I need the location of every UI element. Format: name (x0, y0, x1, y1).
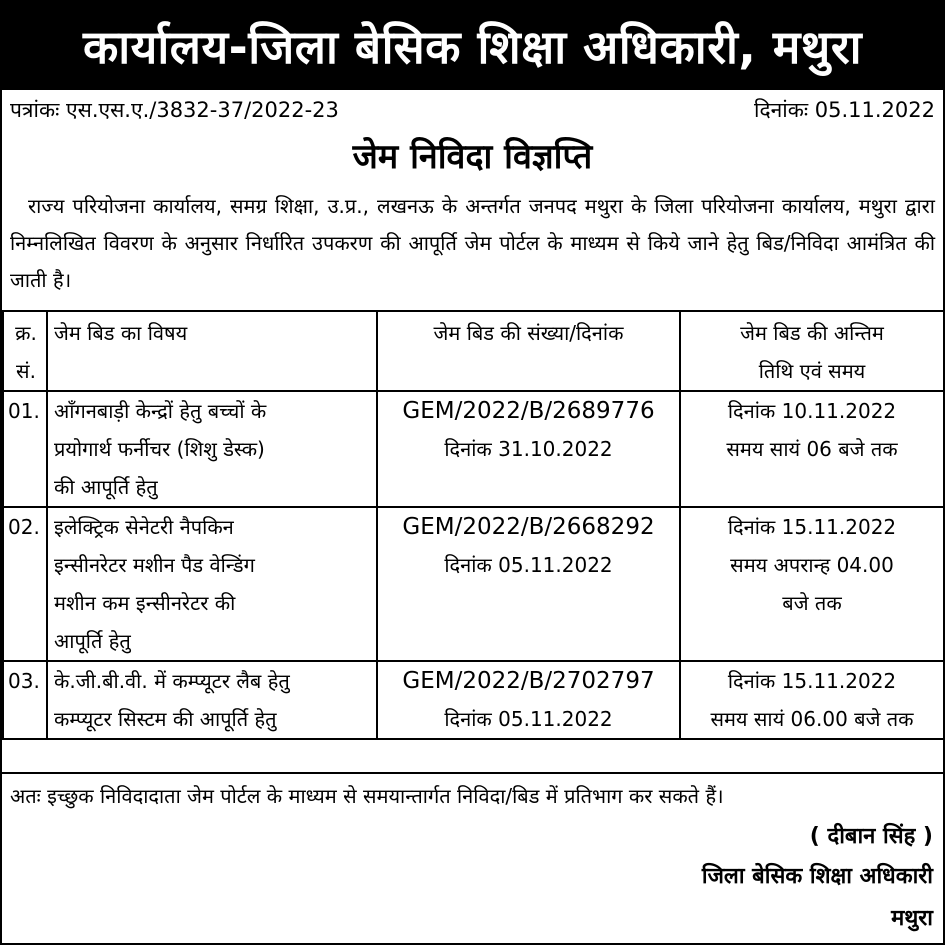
row-subject (47, 391, 377, 507)
subject-line: मशीन कम इन्सीनरेटर की (54, 591, 236, 615)
subject-line: इन्सीनरेटर मशीन पैड वेन्डिंग (54, 553, 255, 577)
subject-line: आपूर्ति हेतु (54, 629, 131, 653)
row-bid-number (377, 661, 680, 739)
signatory-designation: जिला बेसिक शिक्षा अधिकारी (701, 864, 933, 889)
last-date-line: समय सायं 06.00 बजे तक (710, 707, 914, 731)
intro-paragraph: राज्य परियोजना कार्यालय, समग्र शिक्षा, उ.प्र., लखनऊ के अन्तर्गत जनपद मथुरा के जिला परियोजना कार्यालय, मथुरा द्वारा निम्नलिखित विवरण के अनुसार निर्धारित उपकरण की आपूर्ति जेम पोर्टल के माध्यम से किये जाने हेतु बिड/निविदा आमंत्रित की जाती है। (10, 194, 935, 292)
row-last-date (680, 507, 944, 661)
header-subject: जेम बिड का विषय (47, 311, 377, 391)
last-date-line: समय अपरान्ह 04.00 (730, 553, 894, 577)
letter-date: दिनांकः 05.11.2022 (754, 98, 935, 122)
subject-line: आँगनबाड़ी केन्द्रों हेतु बच्चों के (54, 399, 267, 423)
row-last-date (680, 391, 944, 507)
row-last-date (680, 661, 944, 739)
subject-line: की आपूर्ति हेतु (54, 475, 158, 499)
footer-divider (2, 772, 943, 774)
last-date-line: दिनांक 15.11.2022 (727, 669, 897, 693)
bid-number: GEM/2022/B/2702797 (402, 668, 655, 694)
table-row (3, 391, 944, 507)
row-serial: 01. (3, 391, 47, 507)
row-serial: 03. (3, 661, 47, 739)
signatory-place: मथुरा (891, 906, 933, 931)
bid-date: दिनांक 05.11.2022 (444, 707, 613, 731)
header-serial: क्र. सं. (3, 311, 47, 391)
last-date-line: समय सायं 06 बजे तक (726, 437, 898, 461)
bid-date: दिनांक 05.11.2022 (444, 553, 613, 577)
table-row (3, 507, 944, 661)
row-bid-number (377, 391, 680, 507)
last-date-line: दिनांक 15.11.2022 (727, 515, 897, 539)
signatory-name: ( दीबान सिंह ) (809, 824, 933, 849)
bid-table (2, 310, 945, 740)
row-serial: 02. (3, 507, 47, 661)
table-row (3, 661, 944, 739)
header-last-date: जेम बिड की अन्तिम तिथि एवं समय (680, 311, 944, 391)
subject-line: कम्प्यूटर सिस्टम की आपूर्ति हेतु (54, 707, 277, 731)
last-date-line: दिनांक 10.11.2022 (727, 399, 897, 423)
bid-number: GEM/2022/B/2668292 (402, 514, 655, 540)
notice-title: जेम निविदा विज्ञप्ति (352, 137, 593, 177)
bid-number: GEM/2022/B/2689776 (402, 398, 655, 424)
closing-statement: अतः इच्छुक निविदादाता जेम पोर्टल के माध्यम से समयान्तार्गत निविदा/बिड में प्रतिभाग कर सकते हैं। (10, 784, 724, 808)
bid-date: दिनांक 31.10.2022 (444, 437, 613, 461)
reference-line (10, 94, 935, 126)
subject-line: प्रयोगार्थ फर्नीचर (शिशु डेस्क) (54, 437, 265, 461)
last-date-line: बजे तक (782, 591, 842, 615)
office-title: कार्यालय-जिला बेसिक शिक्षा अधिकारी, मथुरा (82, 20, 863, 74)
row-subject (47, 507, 377, 661)
table-header-row (3, 311, 944, 391)
letter-number: पत्रांकः एस.एस.ए./3832-37/2022-23 (10, 98, 339, 122)
office-header (2, 2, 943, 90)
row-subject (47, 661, 377, 739)
row-bid-number (377, 507, 680, 661)
header-bid-number: जेम बिड की संख्या/दिनांक (377, 311, 680, 391)
subject-line: के.जी.बी.वी. में कम्प्यूटर लैब हेतु (54, 669, 290, 693)
subject-line: इलेक्ट्रिक सेनेटरी नैपकिन (54, 515, 234, 539)
